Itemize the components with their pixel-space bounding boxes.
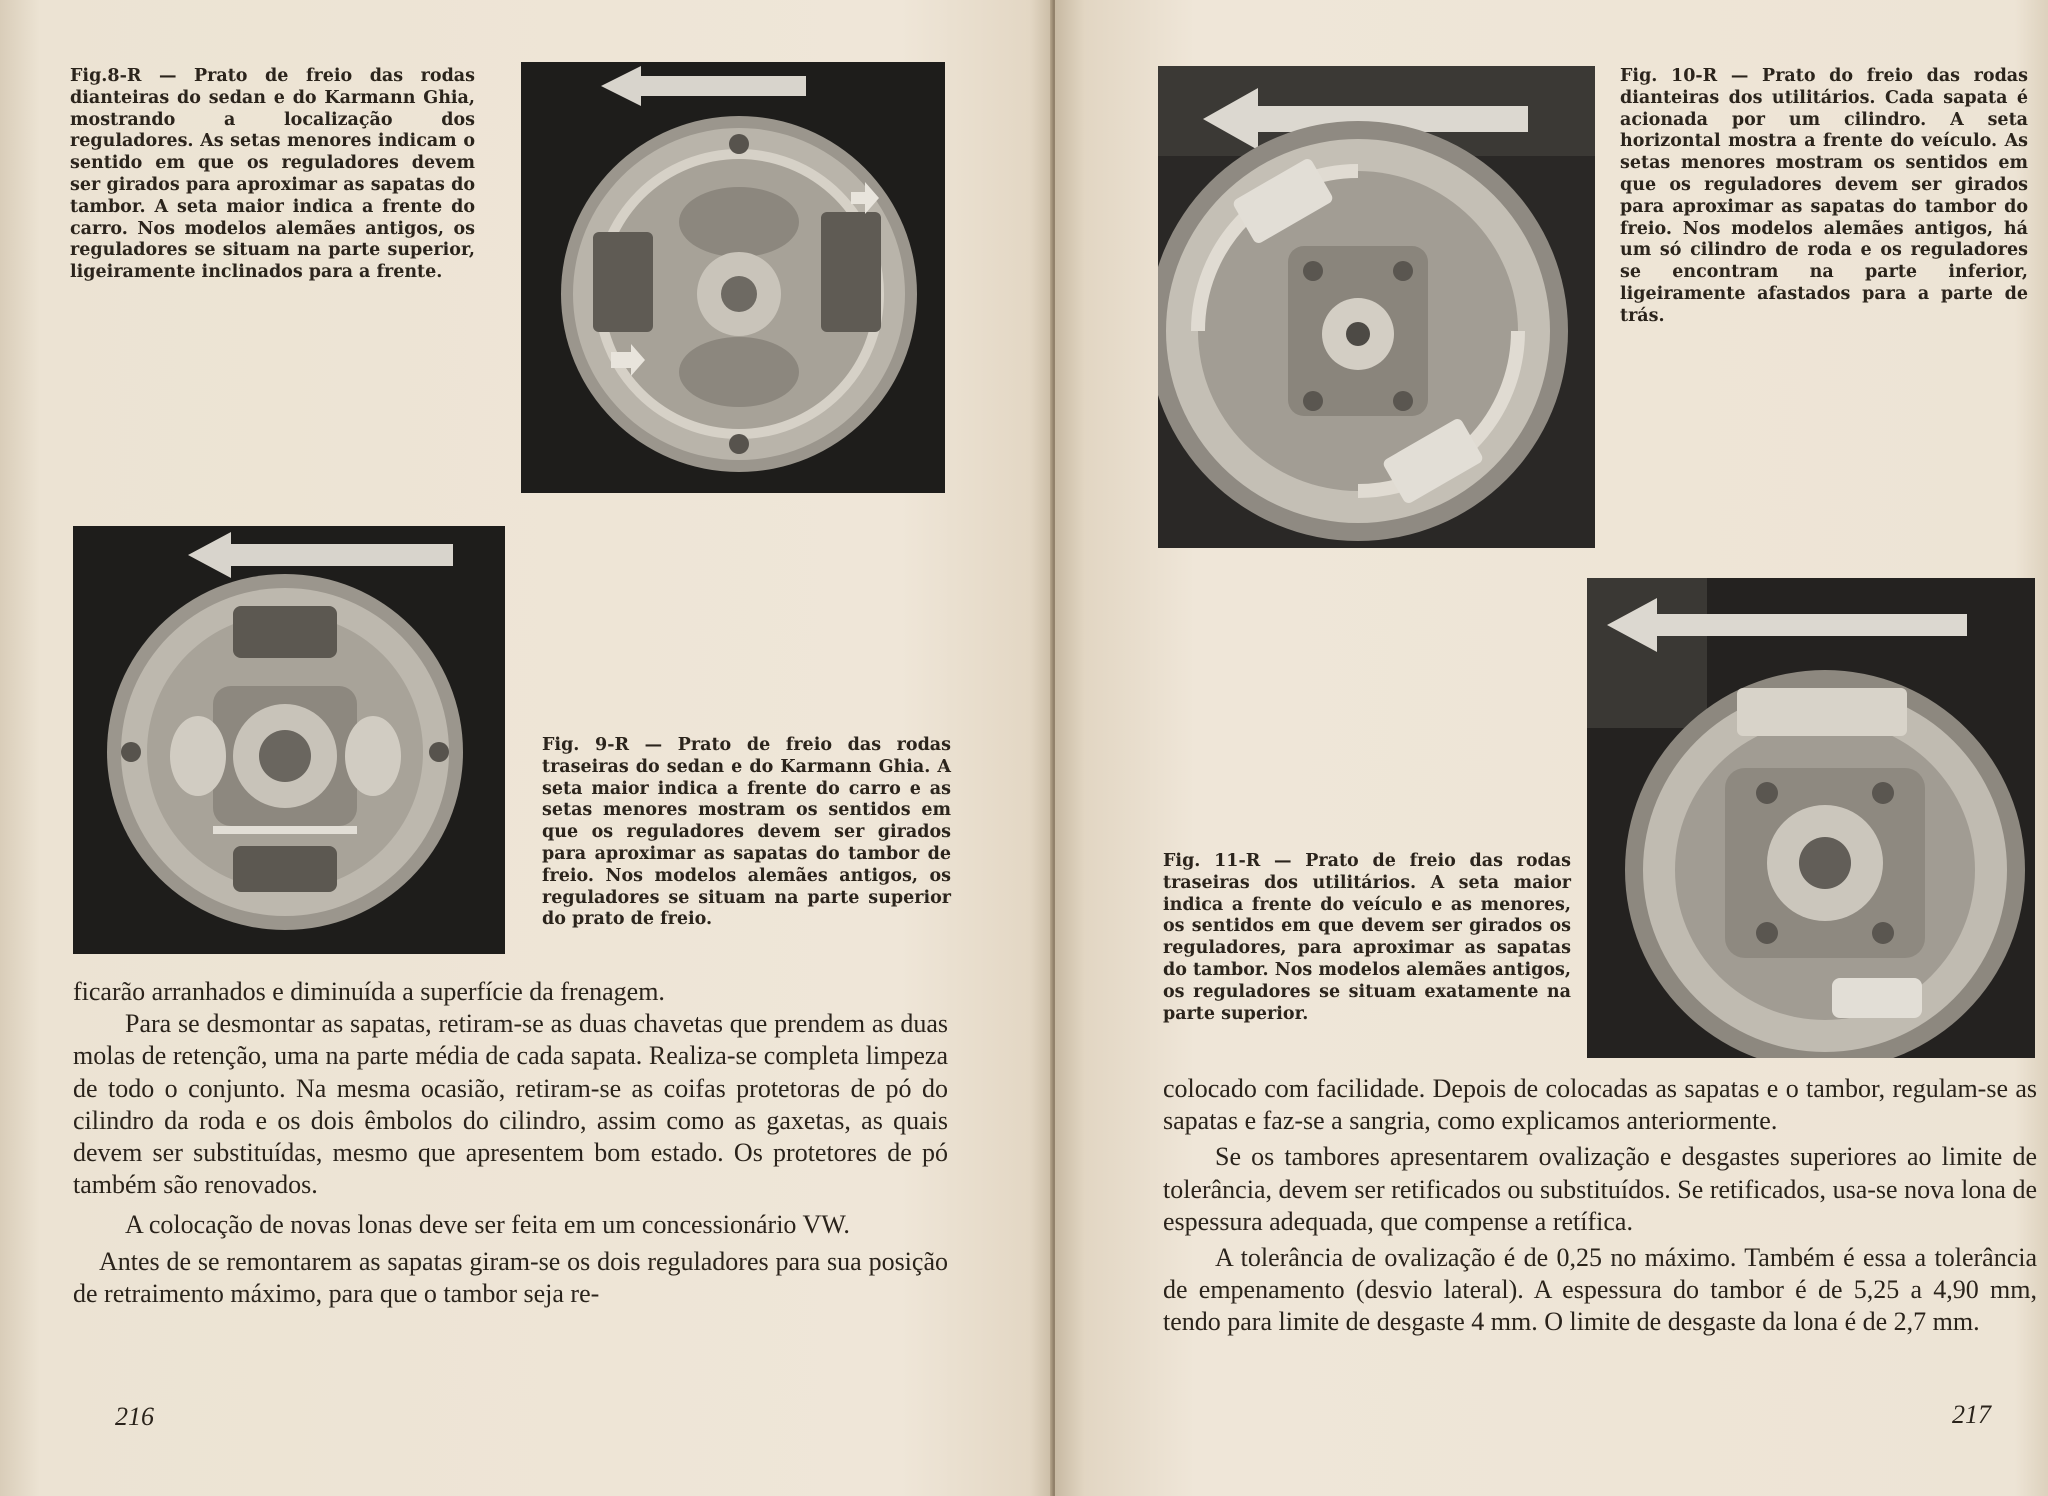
fig11-caption: Fig. 11-R — Prato de freio das rodas traseiras dos utilitários. A seta maior indica a frente do veículo e as menores, os sentidos em que devem ser girados os reguladores, para aproximar as sapatas do tambor. Nos modelos alemães antigos, os reguladores se situam exatamente na parte superior. xyxy=(1163,851,1571,1024)
left-page-number: 216 xyxy=(115,1402,154,1431)
fig8-photo xyxy=(521,62,945,493)
right-paragraph-3: A tolerância de ovalização é de 0,25 no máximo. Também é essa a tolerância de empenamento (desvio lateral). A espessura do tambor é de 5,25 a 4,90 mm, tendo para limite de desgaste 4 mm. O limite de desgaste da lona é de 2,7 mm. xyxy=(1163,1243,2037,1337)
utility-rear-brake-illustration xyxy=(1587,578,2035,1058)
right-page-number: 217 xyxy=(1952,1400,1991,1429)
left-body-text xyxy=(73,976,948,1310)
front-brake-backplate-illustration xyxy=(521,62,945,493)
right-paragraph-2: Se os tambores apresentarem ovalização e desgastes superiores ao limite de tolerância, devem ser retificados ou substituídos. Se retificados, usa-se nova lona de espessura adequada, que compense a retífica. xyxy=(1163,1142,2037,1236)
right-paragraph-1: colocado com facilidade. Depois de colocadas as sapatas e o tambor, regulam-se as sapatas e faz-se a sangria, como explicamos anteriormente. xyxy=(1163,1074,2037,1136)
utility-front-brake-illustration xyxy=(1158,66,1595,548)
left-paragraph-2: Para se desmontar as sapatas, retiram-se as duas chavetas que prendem as duas molas de retenção, uma na parte média de cada sapata. Realiza-se completa limpeza de todo o conjunto. Na mesma ocasião, retiram-se as coifas protetoras de pó do cilindro da roda e os dois êmbolos do cilindro, assim como as gaxetas, as quais devem ser substituídas, mesmo que apresentem bom estado. Os protetores de pó também são renovados. xyxy=(73,1009,948,1200)
fig10-caption: Fig. 10-R — Prato do freio das rodas dianteiras dos utilitários. Cada sapata é acionada por um cilindro. A seta horizontal mostra a frente do veículo. As setas menores mostram os sentidos em que os reguladores devem ser girados para aproximar as sapatas do tambor do freio. Nos modelos alemães antigos, há um só cilindro de roda e os reguladores se encontram na parte inferior, ligeiramente afastados para a parte de trás. xyxy=(1620,66,2028,326)
left-paragraph-3: A colocação de novas lonas deve ser feita em um concessionário VW. xyxy=(125,1210,850,1240)
right-body-text xyxy=(1163,1073,2037,1339)
left-paragraph-1: ficarão arranhados e diminuída a superfície da frenagem. xyxy=(73,977,665,1006)
fig8-caption: Fig.8-R — Prato de freio das rodas dianteiras do sedan e do Karmann Ghia, mostrando a localização dos reguladores. As setas menores indicam o sentido em que os reguladores devem ser girados para aproximar as sapatas do tambor. A seta maior indica a frente do carro. Nos modelos alemães antigos, os reguladores se situam na parte superior, ligeiramente inclinados para a frente. xyxy=(70,66,475,283)
fig9-photo xyxy=(73,526,505,954)
left-paragraph-4: Antes de se remontarem as sapatas giram-se os dois reguladores para sua posição de retraimento máximo, para que o tambor seja re- xyxy=(73,1246,948,1308)
fig11-photo xyxy=(1587,578,2035,1058)
fig9-caption: Fig. 9-R — Prato de freio das rodas traseiras do sedan e do Karmann Ghia. A seta maior indica a frente do carro e as setas menores mostram os sentidos em que os reguladores devem ser girados para aproximar as sapatas do tambor de freio. Nos modelos alemães antigos, os reguladores se situam na parte superior do prato de freio. xyxy=(542,735,951,930)
rear-brake-backplate-illustration xyxy=(73,526,505,954)
fig10-photo xyxy=(1158,66,1595,548)
